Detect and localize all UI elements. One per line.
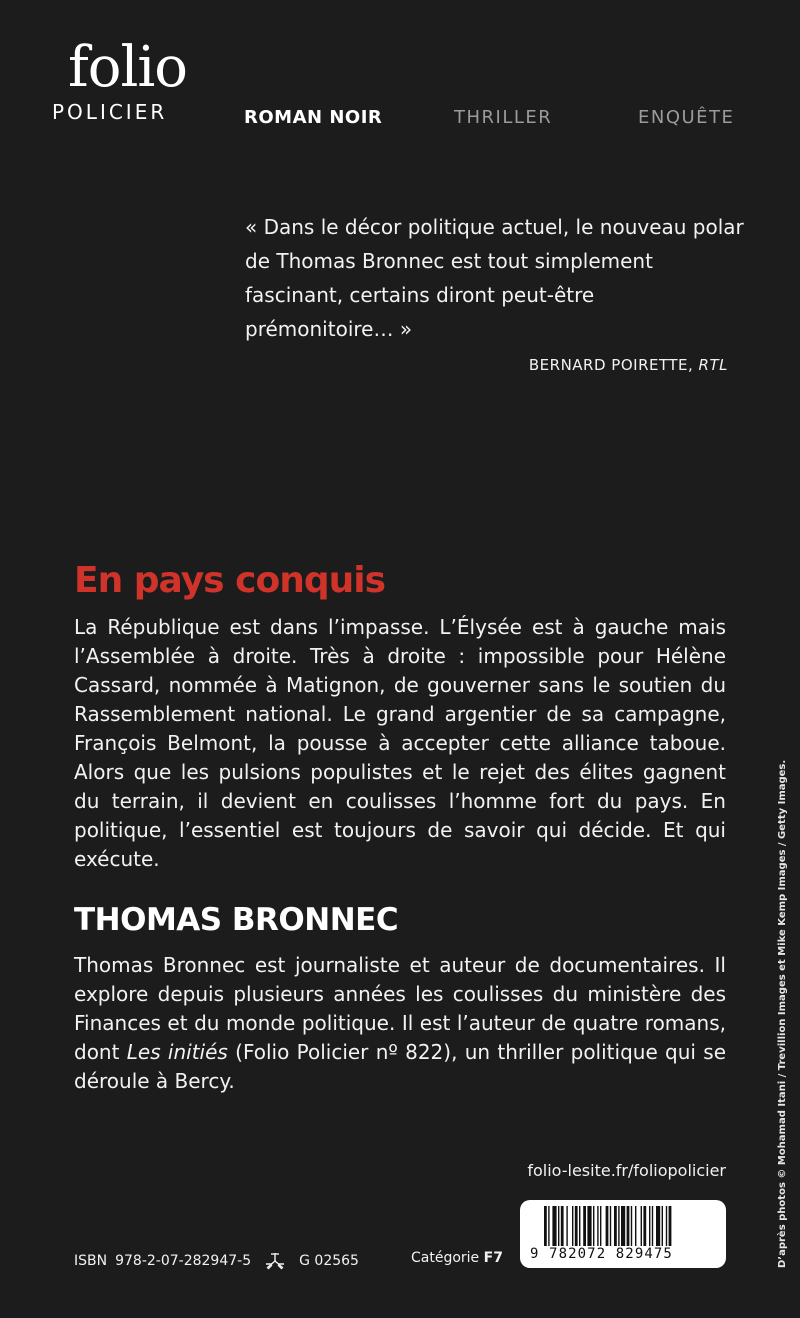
synopsis: La République est dans l’impasse. L’Élysée est à gauche mais l’Assemblée à droite. Très à droite : impossible pour Hélène Cassard, nommée à Matignon, de gouverner sans le soutien du Rassemblement national. Le grand argentier de sa campagne, François Belmont, la pousse à accepter cette alliance taboue. Alors que les pulsions populistes et le rejet des élites gagnent du terrain, il devient en coulisses l’homme fort du pays. En politique, l’essentiel est toujours de savoir qui décide. Et qui exécute. [74, 615, 726, 871]
website-link[interactable]: folio-lesite.fr/foliopolicier [527, 1161, 726, 1180]
genre-enquete: ENQUÊTE [638, 107, 735, 128]
quote-medium: RTL [698, 356, 728, 374]
genre-roman-noir: ROMAN NOIR [244, 107, 383, 128]
quote-author: BERNARD POIRETTE, [528, 356, 699, 374]
author-bio-work: Les initiés [126, 1040, 228, 1064]
author-bio [74, 951, 726, 1096]
category-code: F7 [483, 1250, 503, 1266]
gencod-code: G 02565 [299, 1253, 359, 1269]
price-category [411, 1250, 503, 1266]
category-label: Catégorie [411, 1250, 484, 1266]
barcode-bars-icon [544, 1206, 712, 1250]
barcode [520, 1200, 726, 1268]
folio-policier-logo [52, 35, 202, 124]
isbn-label: ISBN [74, 1253, 108, 1269]
collection-name: POLICIER [52, 100, 168, 124]
isbn-row [74, 1250, 359, 1272]
quote-source [529, 356, 728, 374]
press-quote: « Dans le décor politique actuel, le nouveau polar de Thomas Bronnec est tout simplement fascinant, certains diront peut-être prémonitoire… » [245, 215, 744, 341]
gallimard-emblem-icon [263, 1250, 287, 1272]
author-bio-text: Thomas Bronnec est journaliste et auteur de documentaires. Il explore depuis plusieurs années les coulisses du ministère des Finances et du monde politique. Il est l’auteur de quatre romans, dont [74, 953, 726, 1064]
isbn-number: 978-2-07-282947-5 [115, 1253, 252, 1269]
genre-thriller: THRILLER [454, 107, 553, 128]
brand-name: folio [68, 35, 187, 100]
author-bio-text-end: (Folio Policier nº 822), un thriller politique qui se déroule à Bercy. [74, 1040, 727, 1093]
book-title: En pays conquis [74, 560, 386, 601]
author-name: THOMAS BRONNEC [74, 902, 399, 938]
barcode-number: 9 782072 829475 [530, 1246, 673, 1262]
photo-credit: D’après photos © Mohamad Itani / Trevillion Images et Mike Kemp Images / Getty Images. [777, 759, 788, 1268]
